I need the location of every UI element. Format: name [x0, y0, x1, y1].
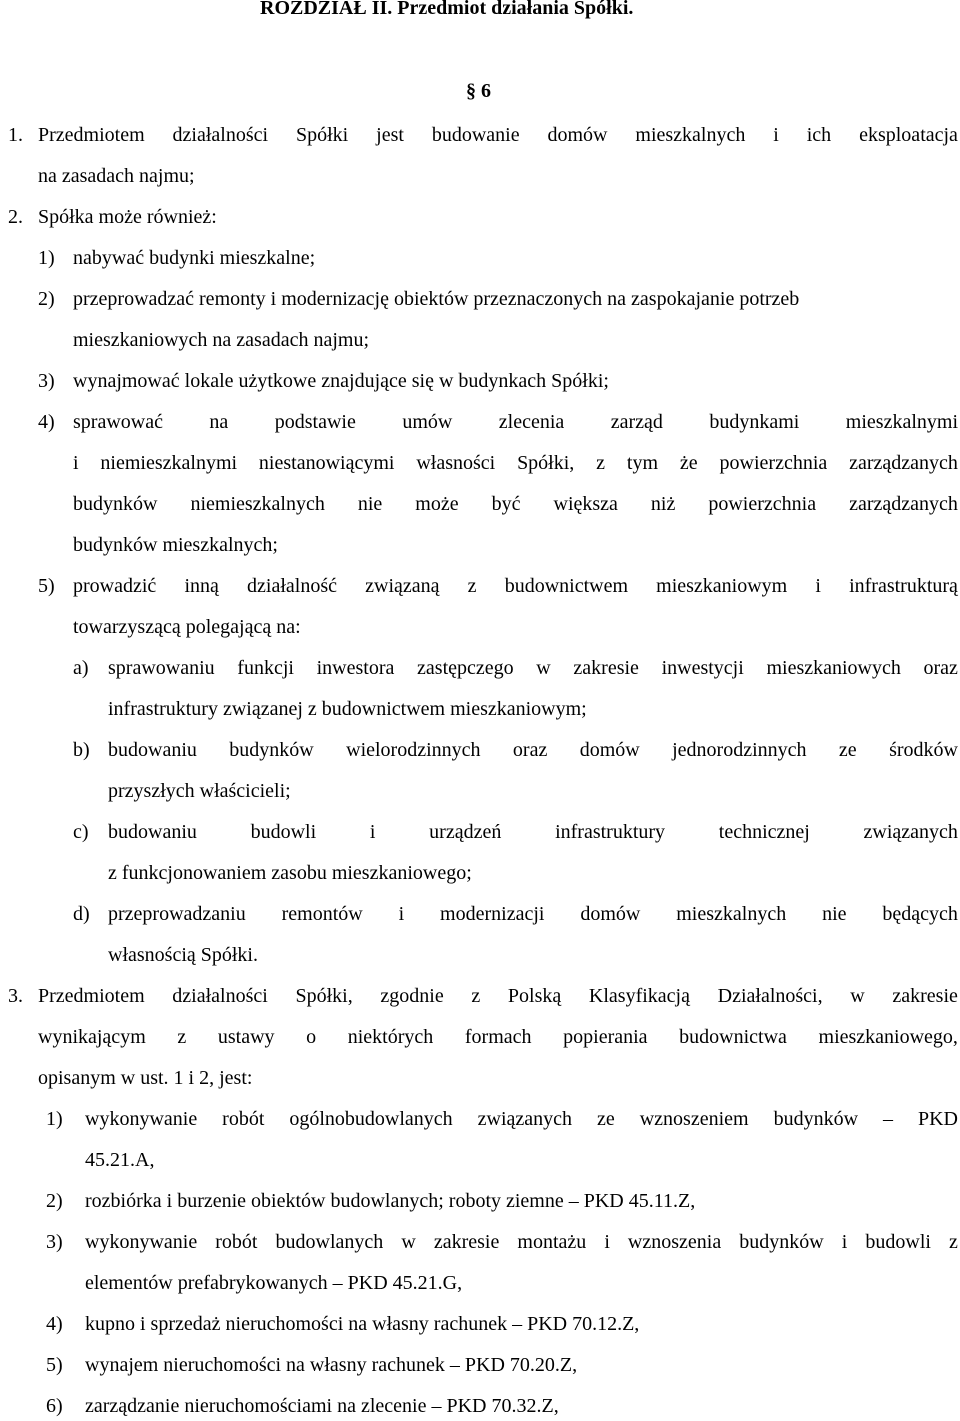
- paragraph-1-line-1: [38, 123, 958, 147]
- word: wznoszeniem: [639, 1108, 749, 1130]
- p2-item-4-line-4: budynków mieszkalnych;: [73, 534, 278, 556]
- p3-item-3-line-2: elementów prefabrykowanych – PKD 45.21.G,: [85, 1272, 463, 1294]
- word: mieszkalnymi: [845, 411, 958, 433]
- word: zgodnie: [380, 985, 444, 1007]
- word: nie: [357, 493, 383, 515]
- word: funkcji: [237, 657, 294, 679]
- chapter-heading: ROZDZIAŁ II. Przedmiot działania Spółki.: [260, 0, 634, 19]
- word: Przedmiotem: [38, 124, 145, 146]
- word: zastępczego: [417, 657, 514, 679]
- word: budownictwem: [504, 575, 628, 597]
- word: z: [596, 452, 606, 474]
- p2-item-1-number: 1): [38, 247, 55, 269]
- p2-subitem-a-line-1: [108, 656, 958, 680]
- word: PKD: [917, 1108, 958, 1130]
- word: ogólnobudowlanych: [289, 1108, 453, 1130]
- p2-subitem-b-number: b): [73, 739, 90, 761]
- p2-subitem-b-line-2: przyszłych właścicieli;: [108, 780, 291, 802]
- word: działalności: [172, 124, 269, 146]
- word: z: [467, 575, 477, 597]
- word: zakresie: [892, 985, 958, 1007]
- word: że: [679, 452, 698, 474]
- paragraph-3-number: 3.: [8, 985, 23, 1007]
- word: i: [815, 575, 821, 597]
- word: mieszkaniowym: [656, 575, 788, 597]
- word: mieszkaniowych: [766, 657, 901, 679]
- p2-item-5-number: 5): [38, 575, 55, 597]
- word: jednorodzinnych: [672, 739, 807, 761]
- word: w: [536, 657, 551, 679]
- word: ustawy: [217, 1026, 275, 1048]
- p3-item-3-number: 3): [46, 1231, 63, 1253]
- word: z: [177, 1026, 187, 1048]
- paragraph-1-line-2: na zasadach najmu;: [38, 165, 195, 187]
- word: związanych: [863, 821, 958, 843]
- p2-item-4-line-1: [73, 410, 958, 434]
- word: mieszkalnych: [676, 903, 787, 925]
- p2-subitem-c-number: c): [73, 821, 89, 843]
- p3-item-4-line-1: kupno i sprzedaż nieruchomości na własny rachunek – PKD 70.12.Z,: [85, 1313, 640, 1335]
- word: nie: [822, 903, 847, 925]
- word: związaną: [365, 575, 440, 597]
- word: i: [398, 903, 405, 925]
- word: z: [948, 1231, 958, 1253]
- word: i: [604, 1231, 610, 1253]
- word: Klasyfikacją: [588, 985, 690, 1007]
- p2-item-3-number: 3): [38, 370, 55, 392]
- word: zakresie: [573, 657, 639, 679]
- word: wznoszenia: [627, 1231, 722, 1253]
- word: inną: [184, 575, 219, 597]
- section-mark: § 6: [466, 80, 491, 102]
- p2-item-5-line-1: [73, 574, 958, 598]
- word: popierania: [563, 1026, 648, 1048]
- p2-item-2-line-2: mieszkaniowych na zasadach najmu;: [73, 329, 369, 351]
- p2-item-4-line-2: [73, 451, 958, 475]
- word: prowadzić: [73, 575, 157, 597]
- word: domów: [547, 124, 608, 146]
- word: wykonywanie: [85, 1108, 198, 1130]
- word: powierzchnia: [719, 452, 828, 474]
- word: domów: [580, 903, 641, 925]
- word: jest: [376, 124, 404, 146]
- word: ich: [806, 124, 832, 146]
- p3-item-5-number: 5): [46, 1354, 63, 1376]
- word: budynkami: [709, 411, 800, 433]
- p2-subitem-c-line-2: z funkcjonowaniem zasobu mieszkaniowego;: [108, 862, 472, 884]
- word: niektórych: [347, 1026, 434, 1048]
- word: Polską: [507, 985, 562, 1007]
- paragraph-3-line-3: opisanym w ust. 1 i 2, jest:: [38, 1067, 253, 1089]
- word: niemieszkalnych: [190, 493, 325, 515]
- word: budynków: [73, 493, 158, 515]
- word: własności: [416, 452, 496, 474]
- word: niż: [650, 493, 676, 515]
- word: inwestycji: [661, 657, 744, 679]
- word: infrastrukturą: [849, 575, 958, 597]
- word: modernizacji: [440, 903, 545, 925]
- p2-item-4-number: 4): [38, 411, 55, 433]
- word: remontów: [281, 903, 363, 925]
- p3-item-6-line-1: zarządzanie nieruchomościami na zlecenie – PKD 70.32.Z,: [85, 1395, 559, 1417]
- word: zarządzanych: [849, 452, 958, 474]
- p3-item-2-line-1: rozbiórka i burzenie obiektów budowlanych; roboty ziemne – PKD 45.11.Z,: [85, 1190, 696, 1212]
- word: Spółki,: [295, 985, 353, 1007]
- word: działalności: [172, 985, 268, 1007]
- p2-subitem-d-number: d): [73, 903, 90, 925]
- word: Przedmiotem: [38, 985, 145, 1007]
- word: być: [491, 493, 521, 515]
- word: Spółki,: [517, 452, 575, 474]
- word: budowlanych: [275, 1231, 384, 1253]
- word: z: [471, 985, 481, 1007]
- word: mieszkalnych: [635, 124, 746, 146]
- p2-item-4-line-3: [73, 492, 958, 516]
- p3-item-6-number: 6): [46, 1395, 63, 1417]
- word: –: [882, 1108, 893, 1130]
- paragraph-3-line-2: [38, 1025, 958, 1049]
- word: robót: [215, 1231, 258, 1253]
- word: sprawować: [73, 411, 163, 433]
- paragraph-1-number: 1.: [8, 124, 23, 146]
- p2-subitem-a-number: a): [73, 657, 89, 679]
- word: o: [306, 1026, 317, 1048]
- p2-subitem-d-line-1: [108, 902, 958, 926]
- word: zakresie: [433, 1231, 500, 1253]
- word: oraz: [512, 739, 548, 761]
- word: budynków: [739, 1231, 824, 1253]
- word: niemieszkalnymi: [100, 452, 238, 474]
- word: budowli: [865, 1231, 931, 1253]
- word: na: [209, 411, 229, 433]
- word: eksploatacja: [859, 124, 958, 146]
- word: budynków: [773, 1108, 859, 1130]
- word: i: [369, 821, 376, 843]
- word: domów: [579, 739, 640, 761]
- word: infrastruktury: [555, 821, 666, 843]
- word: urządzeń: [429, 821, 502, 843]
- word: wykonywanie: [85, 1231, 198, 1253]
- p2-item-3-line-1: wynajmować lokale użytkowe znajdujące się w budynkach Spółki;: [73, 370, 609, 392]
- word: niestanowiącymi: [258, 452, 395, 474]
- word: budowanie: [431, 124, 520, 146]
- p2-subitem-b-line-1: [108, 738, 958, 762]
- word: budowaniu: [108, 821, 197, 843]
- word: tym: [626, 452, 659, 474]
- word: robót: [222, 1108, 265, 1130]
- word: wielorodzinnych: [346, 739, 481, 761]
- word: wynikającym: [38, 1026, 146, 1048]
- word: budowaniu: [108, 739, 197, 761]
- word: związanych: [477, 1108, 573, 1130]
- word: formach: [464, 1026, 532, 1048]
- p3-item-5-line-1: wynajem nieruchomości na własny rachunek – PKD 70.20.Z,: [85, 1354, 578, 1376]
- p3-item-1-line-2: 45.21.A,: [85, 1149, 155, 1171]
- word: działalność: [247, 575, 337, 597]
- paragraph-3-line-1: [38, 984, 958, 1008]
- p2-item-5-line-2: towarzyszącą polegającą na:: [73, 616, 301, 638]
- word: inwestora: [316, 657, 395, 679]
- p2-subitem-c-line-1: [108, 820, 958, 844]
- word: środków: [889, 739, 958, 761]
- p2-item-1-line-1: nabywać budynki mieszkalne;: [73, 247, 316, 269]
- word: budowli: [250, 821, 317, 843]
- word: Spółki: [295, 124, 349, 146]
- word: zarząd: [610, 411, 663, 433]
- word: i: [73, 452, 79, 474]
- word: w: [850, 985, 865, 1007]
- word: technicznej: [718, 821, 810, 843]
- word: oraz: [923, 657, 958, 679]
- p3-item-3-line-1: [85, 1230, 958, 1254]
- word: i: [841, 1231, 848, 1253]
- word: i: [773, 124, 779, 146]
- word: montażu: [517, 1231, 587, 1253]
- p3-item-2-number: 2): [46, 1190, 63, 1212]
- word: zarządzanych: [849, 493, 958, 515]
- word: ze: [597, 1108, 615, 1130]
- p2-subitem-d-line-2: własnością Spółki.: [108, 944, 258, 966]
- word: będących: [882, 903, 958, 925]
- word: umów: [402, 411, 453, 433]
- word: powierzchnia: [708, 493, 817, 515]
- word: większa: [553, 493, 618, 515]
- word: ze: [838, 739, 857, 761]
- word: podstawie: [274, 411, 356, 433]
- p2-item-2-number: 2): [38, 288, 55, 310]
- paragraph-2-intro: Spółka może również:: [38, 206, 217, 228]
- p3-item-1-line-1: [85, 1107, 958, 1131]
- word: budynków: [229, 739, 314, 761]
- word: zlecenia: [498, 411, 565, 433]
- word: może: [415, 493, 459, 515]
- word: przeprowadzaniu: [108, 903, 246, 925]
- p2-subitem-a-line-2: infrastruktury związanej z budownictwem mieszkaniowym;: [108, 698, 587, 720]
- p3-item-1-number: 1): [46, 1108, 63, 1130]
- word: Działalności,: [717, 985, 823, 1007]
- p2-item-2-line-1: przeprowadzać remonty i modernizację obiektów przeznaczonych na zaspokajanie potrzeb: [73, 288, 800, 310]
- word: mieszkaniowego,: [818, 1026, 958, 1048]
- word: budownictwa: [679, 1026, 787, 1048]
- p3-item-4-number: 4): [46, 1313, 63, 1335]
- word: w: [401, 1231, 416, 1253]
- word: sprawowaniu: [108, 657, 215, 679]
- paragraph-2-number: 2.: [8, 206, 23, 228]
